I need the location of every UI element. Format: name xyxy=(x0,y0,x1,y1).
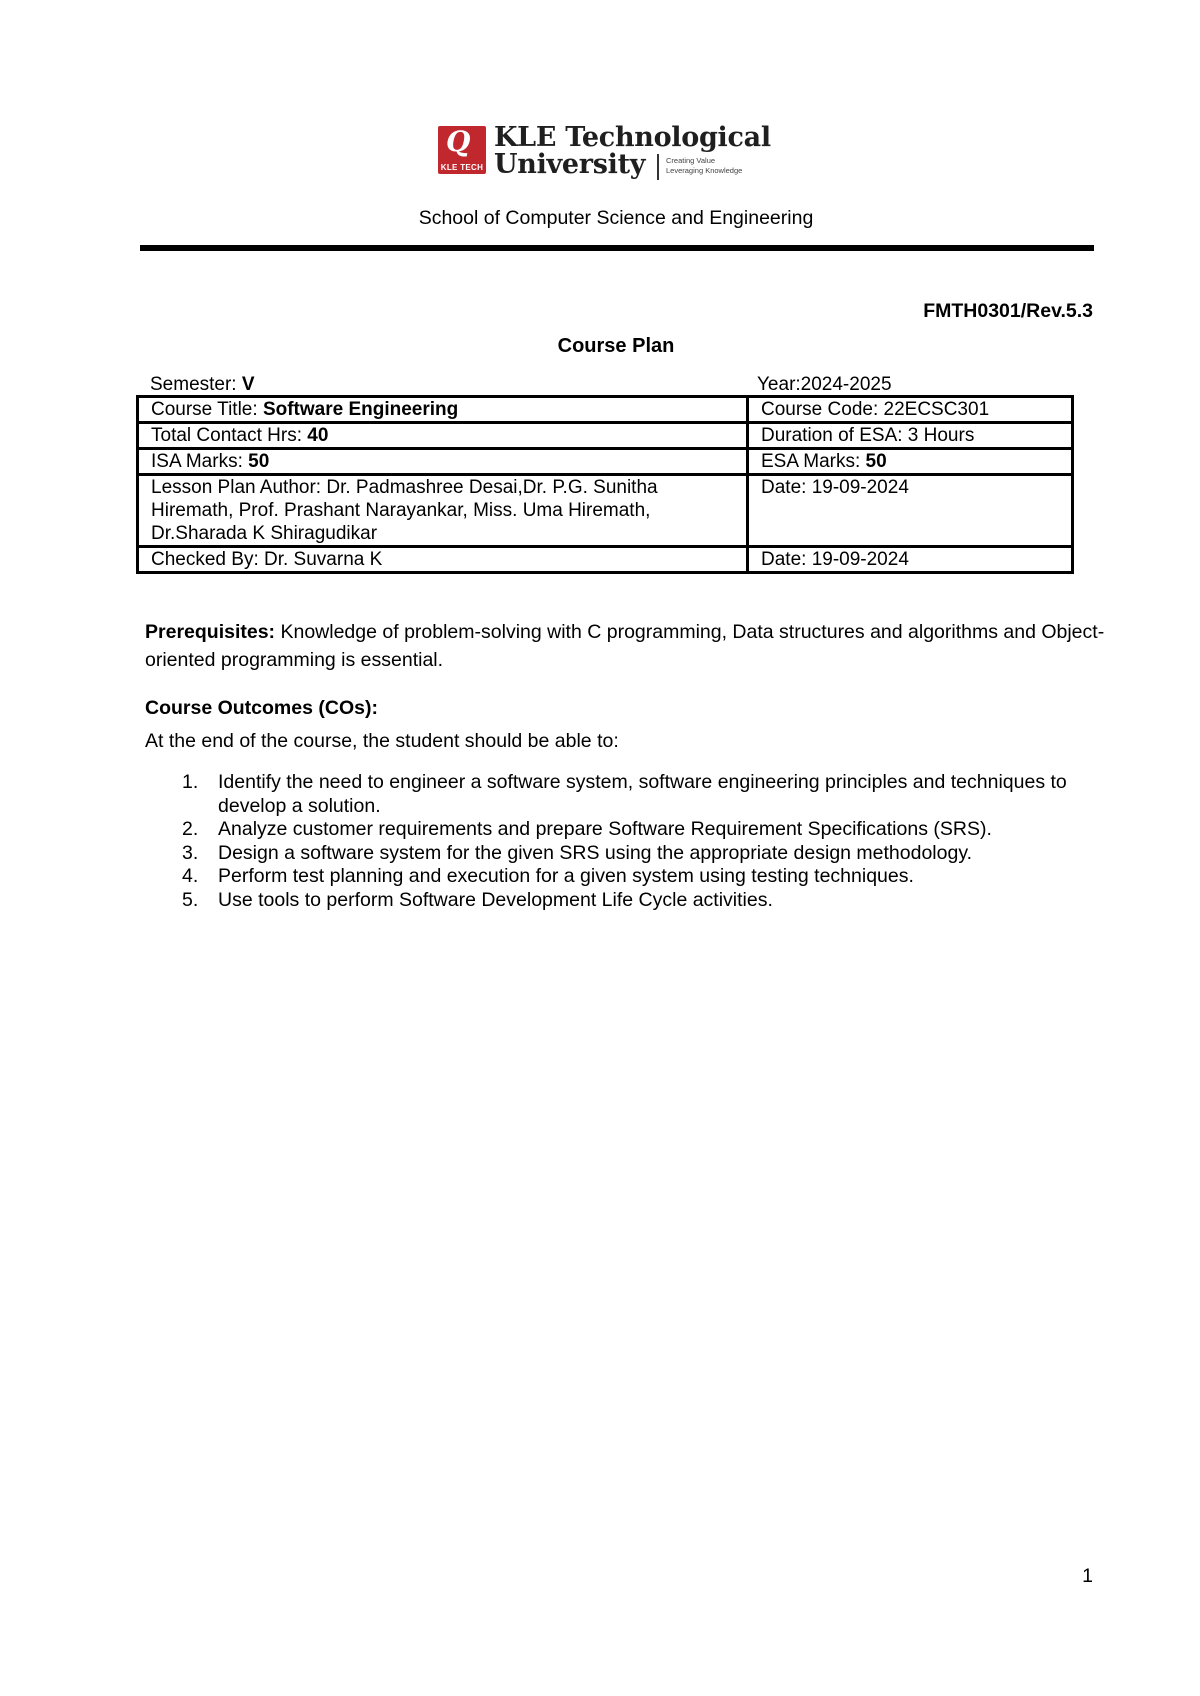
outcomes-heading: Course Outcomes (COs): xyxy=(145,697,378,719)
semester: Semester: V xyxy=(150,374,255,395)
table-row xyxy=(138,397,1073,423)
list-item: 4. Perform test planning and execution for a given system using testing techniques. xyxy=(182,865,914,887)
page-title: Course Plan xyxy=(557,335,675,357)
logo-name-line1: KLE Technological xyxy=(494,122,771,153)
checked-by-cell: Checked By: Dr. Suvarna K xyxy=(138,547,748,573)
author-cell: Lesson Plan Author: Dr. Padmashree Desai,Dr. P.G. Sunitha Hiremath, Prof. Prashant Narayankar, Miss. Uma Hiremath, Dr.Sharada K Shiragudikar xyxy=(138,475,748,547)
logo-tagline: Creating Value Leveraging Knowledge xyxy=(666,156,743,175)
header-rule xyxy=(140,245,1094,251)
list-item: 1. Identify the need to engineer a software system, software engineering principles and techniques to develop a solution. xyxy=(182,771,1067,817)
logo-mark-label: KLE TECH xyxy=(440,163,484,172)
isa-marks-cell: ISA Marks: 50 xyxy=(138,449,748,475)
table-row xyxy=(138,475,1073,547)
table-row xyxy=(138,547,1073,573)
esa-marks-cell: ESA Marks: 50 xyxy=(748,449,1073,475)
author-date-cell: Date: 19-09-2024 xyxy=(748,475,1073,547)
course-title-cell: Course Title: Software Engineering xyxy=(138,397,748,423)
school-name: School of Computer Science and Engineering xyxy=(418,207,814,229)
checked-date-cell: Date: 19-09-2024 xyxy=(748,547,1073,573)
esa-duration-cell: Duration of ESA: 3 Hours xyxy=(748,423,1073,449)
form-code: FMTH0301/Rev.5.3 xyxy=(923,300,1093,322)
course-code-cell: Course Code: 22ECSC301 xyxy=(748,397,1073,423)
page-number: 1 xyxy=(1082,1565,1093,1587)
list-item: 3. Design a software system for the given SRS using the appropriate design methodology. xyxy=(182,841,973,864)
logo-divider xyxy=(657,154,659,180)
outcomes-list xyxy=(182,771,1094,912)
logo-mark-icon: Q KLE TECH xyxy=(438,126,486,174)
prerequisites: Prerequisites: Knowledge of problem-solving with C programming, Data structures and algorithms and Object-oriented programming is essential. xyxy=(145,621,1105,671)
list-item: 5. Use tools to perform Software Development Life Cycle activities. xyxy=(182,888,773,911)
table-row xyxy=(138,449,1073,475)
table-row xyxy=(138,423,1073,449)
outcomes-intro: At the end of the course, the student should be able to: xyxy=(145,730,619,752)
university-logo xyxy=(438,122,798,182)
contact-hrs-cell: Total Contact Hrs: 40 xyxy=(138,423,748,449)
course-info-table xyxy=(136,395,1074,574)
academic-year: Year:2024-2025 xyxy=(757,374,892,395)
logo-name-line2: University xyxy=(494,149,646,180)
list-item: 2. Analyze customer requirements and prepare Software Requirement Specifications (SRS). xyxy=(182,818,992,840)
